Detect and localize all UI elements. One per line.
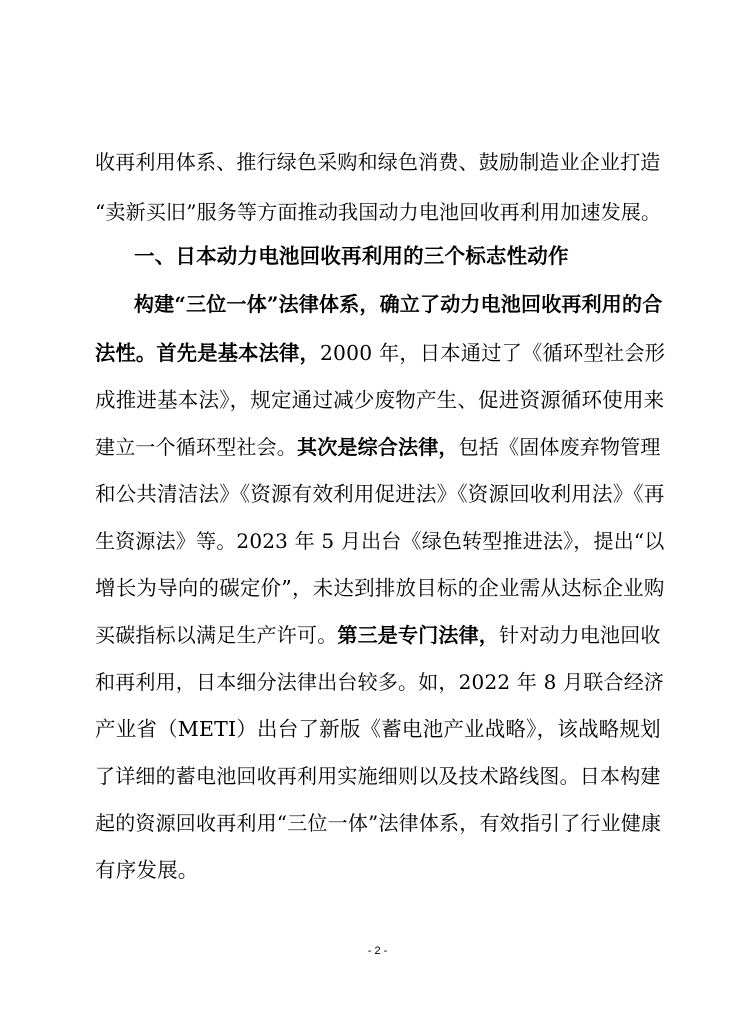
- section-heading: 一、日本动力电池回收再利用的三个标志性动作: [134, 244, 569, 268]
- text-run: 建立一个循环型社会。: [95, 435, 297, 459]
- bold-phrase: 其次是综合法律，: [297, 435, 459, 459]
- paragraph-line-2: [95, 339, 665, 367]
- paragraph-line-6: 生资源法》等。2023 年 5 月出台《绿色转型推进法》，提出“以: [95, 529, 665, 553]
- paragraph-line-4: [95, 433, 665, 461]
- paragraph-line-7: 增长为导向的碳定价”，未达到排放目标的企业需从达标企业购: [95, 576, 665, 600]
- paragraph-line-10: 产业省（METI）出台了新版《蓄电池产业战略》，该战略规划: [95, 717, 661, 741]
- page-number: - 2 -: [367, 945, 388, 957]
- text-run: 针对动力电池回收: [499, 623, 661, 647]
- text-run: 包括《固体废弃物管理: [458, 435, 661, 459]
- paragraph-line-12: 起的资源回收再利用“三位一体”法律体系，有效指引了行业健康: [95, 811, 662, 835]
- paragraph-line-8: [95, 621, 665, 649]
- intro-line-1: 收再利用体系、推行绿色采购和绿色消费、鼓励制造业企业打造: [95, 150, 661, 174]
- text-run: 买碳指标以满足生产许可。: [95, 623, 338, 647]
- paragraph-line-3: 成推进基本法》，规定通过减少废物产生、促进资源循环使用来: [95, 388, 665, 412]
- text-run: 2000 年，日本通过了《循环型社会形: [319, 341, 666, 365]
- paragraph-line-1: 构建“三位一体”法律体系，确立了动力电池回收再利用的合: [134, 292, 663, 316]
- paragraph-line-5: 和公共清洁法》《资源有效利用促进法》《资源回收利用法》《再: [95, 482, 665, 506]
- paragraph-line-9: 和再利用，日本细分法律出台较多。如，2022 年 8 月联合经济: [95, 670, 665, 694]
- paragraph-line-13: 有序发展。: [95, 858, 199, 882]
- bold-phrase: 法性。: [95, 341, 157, 365]
- bold-phrase: 首先是基本法律，: [156, 341, 320, 365]
- intro-line-2: “卖新买旧”服务等方面推动我国动力电池回收再利用加速发展。: [95, 200, 662, 224]
- paragraph-line-11: 了详细的蓄电池回收再利用实施细则以及技术路线图。日本构建: [95, 764, 661, 788]
- bold-phrase: 第三是专门法律，: [337, 623, 500, 647]
